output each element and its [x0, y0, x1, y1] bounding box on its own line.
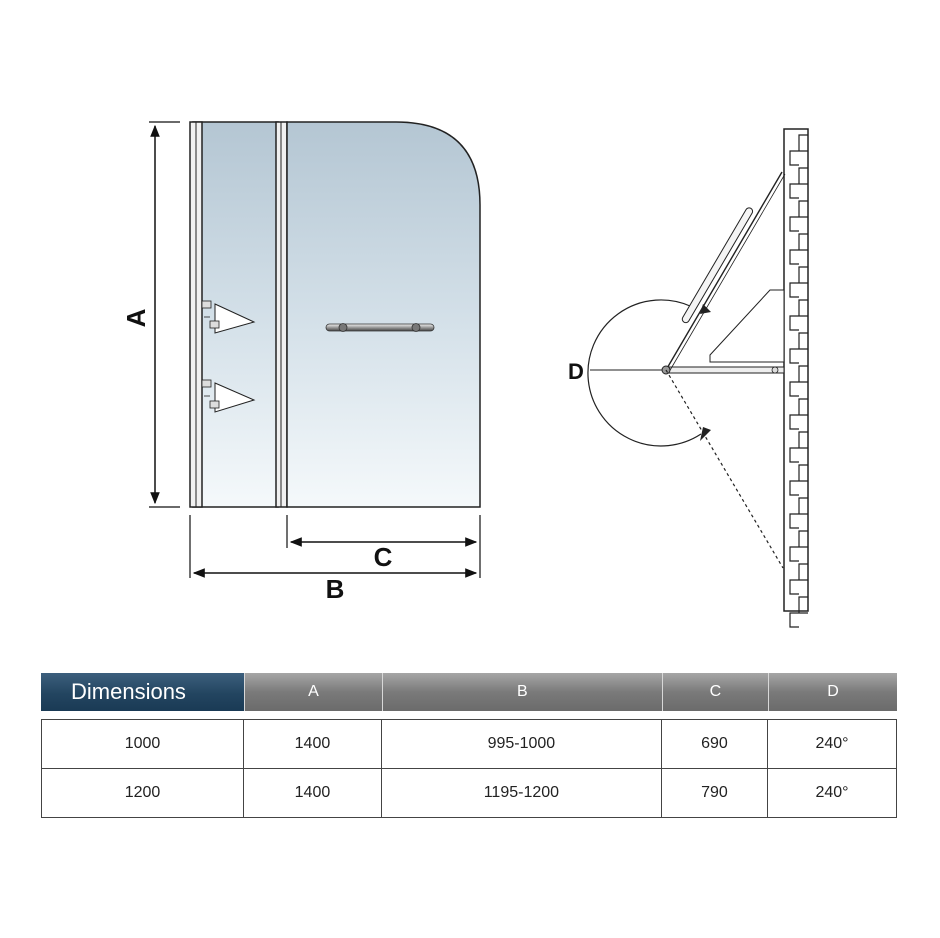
table-cell: 240°: [768, 719, 897, 769]
swing-limit-line: [666, 370, 783, 568]
table-cell: 1200: [41, 769, 244, 818]
table-cell: 1000: [41, 719, 244, 769]
wall: [784, 129, 808, 627]
table-cell: 1195-1200: [382, 769, 662, 818]
table-cell: 240°: [768, 769, 897, 818]
folded-panel-outline: [710, 290, 784, 362]
table-cell: 1400: [244, 769, 382, 818]
table-header-b: B: [382, 673, 662, 711]
top-view: [568, 129, 808, 627]
dimension-d-label: D: [568, 359, 584, 384]
dimension-c: [287, 515, 480, 578]
table-header-dimensions: Dimensions: [41, 673, 244, 711]
table-row: [41, 769, 897, 818]
table-cell: 995-1000: [382, 719, 662, 769]
dimension-b-label: B: [325, 574, 345, 604]
front-view: [121, 122, 480, 604]
folding-glass-panel: [287, 122, 480, 507]
table-header-d: D: [768, 673, 897, 711]
dimension-a: [121, 122, 180, 507]
table-cell: 690: [662, 719, 768, 769]
table-cell: 1400: [244, 719, 382, 769]
dimensions-table: [41, 673, 897, 818]
dimension-c-label: C: [373, 542, 393, 572]
open-panel-towel-bar: [681, 207, 754, 324]
table-header-a: A: [244, 673, 382, 711]
table-row: [41, 719, 897, 769]
dimension-b: [190, 515, 476, 604]
dimension-a-label: A: [121, 308, 151, 328]
table-header-c: C: [662, 673, 768, 711]
table-cell: 790: [662, 769, 768, 818]
table-header-row: [41, 673, 897, 711]
closed-panel-top: [668, 367, 784, 373]
